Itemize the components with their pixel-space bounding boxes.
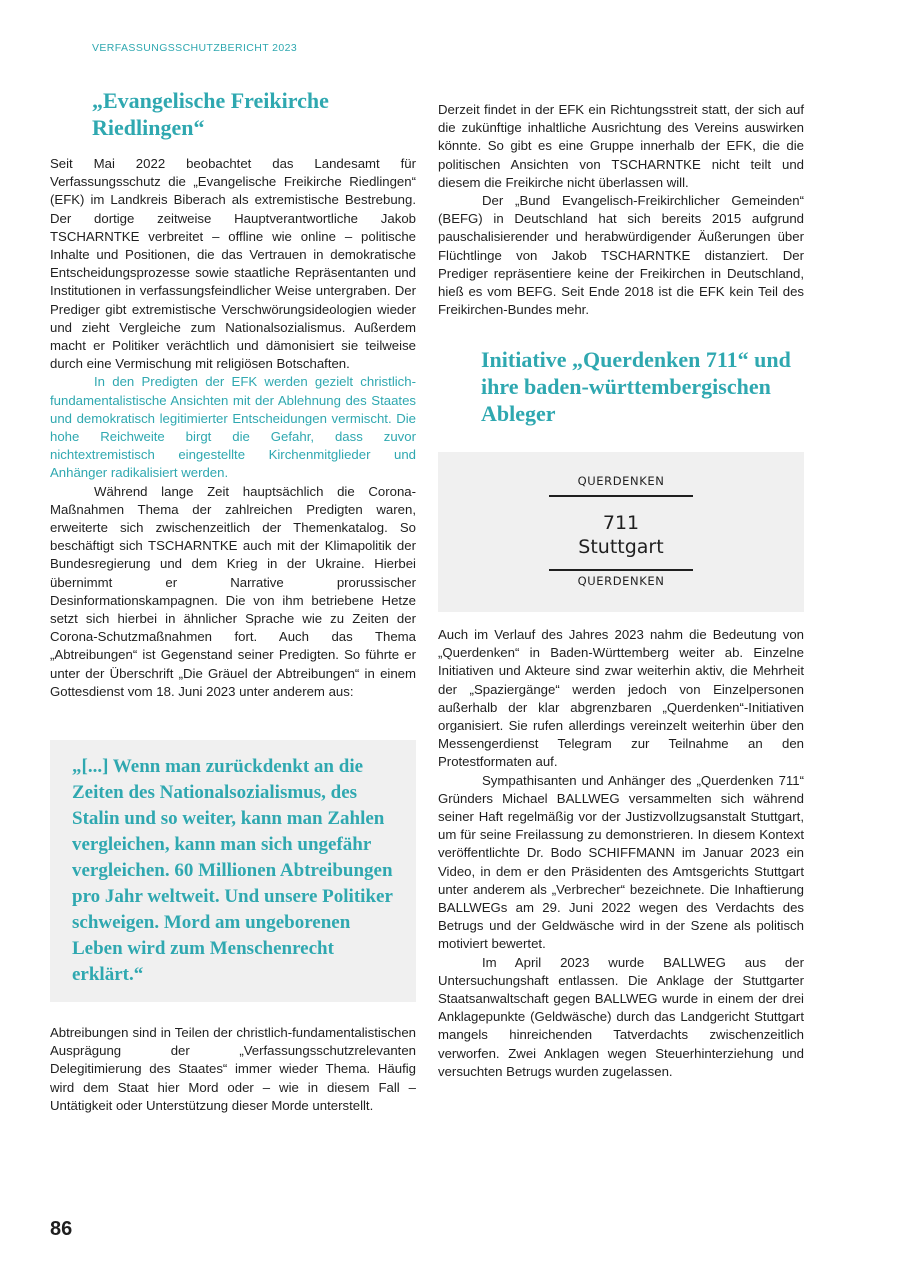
right-column-top bbox=[438, 101, 804, 319]
logo-top-text: QUERDENKEN bbox=[577, 474, 665, 488]
logo-divider bbox=[549, 569, 693, 571]
section-title-querdenken: Initiative „Querdenken 711“ und ihre baden-württembergischen Ableger bbox=[481, 347, 791, 426]
paragraph: Sympathisanten und Anhänger des „Querdenken 711“ Gründers Michael BALLWEG versammelten sich während seiner Haft regelmäßig vor der Justizvollzugsanstalt Stuttgart, um für seine Freilassung zu demonstrieren. In diesem Kontext veröffentlichte Dr. Bodo SCHIFFMANN im Januar 2023 ein Video, in dem er den Präsidenten des Amtsgerichts Stuttgart unter anderem als „Verbrecher“ bezeichnete. Die Inhaftierung BALLWEGs am 29. Juni 2022 wegen des Verdachts des Betrugs und der Geldwäsche wird in der Szene als politisch motiviert bewertet. bbox=[438, 772, 804, 952]
logo-city: Stuttgart bbox=[578, 536, 664, 558]
quote-text: „[...] Wenn man zurückdenkt an die Zeiten des Nationalsozialismus, des Stalin und so weiter, kann man Zahlen vergleichen, kann man sich ungefähr vergleichen. 60 Millionen Abtreibungen pro Jahr weltweit. Und unsere Politiker schweigen. Mord am ungeborenen Leben wird zum Menschenrecht erklärt.“ bbox=[72, 756, 393, 985]
paragraph: Im April 2023 wurde BALLWEG aus der Untersuchungshaft entlassen. Die Anklage der Stuttgarter Staatsanwaltschaft gegen BALLWEG wurde in einem der drei Anklagepunkte (Geldwäsche) durch das Landgericht Stuttgart mangels hinreichenden Tatverdachts zwischenzeitlich verworfen. Zwei Anklagen wegen Steuerhinterziehung und versuchten Betrugs wurden zugelassen. bbox=[438, 954, 804, 1079]
left-column-bottom bbox=[50, 1024, 416, 1115]
section-title-efk: „Evangelische Freikirche Riedlingen“ bbox=[92, 88, 329, 140]
logo bbox=[549, 474, 693, 588]
logo-number: 711 bbox=[602, 512, 640, 534]
page-number: 86 bbox=[50, 1218, 73, 1240]
logo-bottom-text: QUERDENKEN bbox=[577, 574, 665, 588]
quote-box bbox=[50, 740, 416, 1002]
querdenken-logo-image bbox=[438, 452, 804, 612]
highlight-paragraph: In den Predigten der EFK werden gezielt christlich-fundamentalistische Ansichten mit der Ablehnung des Staates und demokratisch legitimierter Entscheidungen vermischt. Die hohe Reichweite birgt die Gefahr, dass zuvor nichtextremistisch eingestellte Kirchenmitglieder und Anhänger radikalisiert werden. bbox=[50, 374, 416, 481]
left-column-top bbox=[50, 155, 416, 701]
paragraph: Derzeit findet in der EFK ein Richtungsstreit statt, der sich auf die zukünftige inhaltliche Ausrichtung des Vereins auswirken könnte. So gibt es eine Gruppe innerhalb der EFK, die die politischen Ansichten von TSCHARNTKE nicht teilt und diesem die Freikirche nicht überlassen will. bbox=[438, 102, 804, 190]
logo-divider bbox=[549, 495, 693, 497]
paragraph: Abtreibungen sind in Teilen der christlich-fundamentalistischen Ausprägung der „Verfassungsschutzrelevanten Delegitimierung des Staates“ immer wieder Thema. Häufig wird dem Staat hier Mord oder – wie in diesem Fall – Untätigkeit oder Unterstützung dieser Morde unterstellt. bbox=[50, 1025, 416, 1113]
paragraph: Seit Mai 2022 beobachtet das Landesamt für Verfassungsschutz die „Evangelische Freikirche Riedlingen“ (EFK) im Landkreis Biberach als extremistische Bestrebung. Der dortige zeitweise Hauptverantwortliche Jakob TSCHARNTKE verbreitet – offline wie online – politische Inhalte und Positionen, die das Vertrauen in demokratische Entscheidungsprozesse sowie staatliche Repräsentanten und Institutionen in verfassungsfeindlicher Weise untergraben. Der Prediger gibt extremistische Verschwörungsideologien wieder und zieht Vergleiche zum Nationalsozialismus. Außerdem macht er Politiker verächtlich und dämonisiert sie teilweise durch eine Vermischung mit religiösen Botschaften. bbox=[50, 156, 416, 372]
running-header: VERFASSUNGSSCHUTZBERICHT 2023 bbox=[92, 42, 298, 54]
paragraph: Auch im Verlauf des Jahres 2023 nahm die Bedeutung von „Querdenken“ in Baden-Württemberg weiter ab. Einzelne Initiativen und Akteure sind zwar weiterhin aktiv, die Mehrheit der „Spaziergänge“ werden jedoch von Einzelpersonen außerhalb der klar abgrenzbaren „Querdenken“-Initiativen organisiert. Sie rufen allerdings vereinzelt weiterhin über den Messengerdienst Telegram zur Teilnahme an den Protestformaten auf. bbox=[438, 627, 804, 770]
paragraph: Während lange Zeit hauptsächlich die Corona-Maßnahmen Thema der zahlreichen Predigten waren, erweiterte sich zwischenzeitlich der Themenkatalog. So beschäftigt sich TSCHARNTKE auch mit der Klimapolitik der Bundesregierung und dem Krieg in der Ukraine. Hierbei übernimmt er Narrative prorussischer Desinformationskampagnen. Die von ihm betriebene Hetze setzt sich hierbei in ähnlicher Sprache wie zu Zeiten der Corona-Schutzmaßnahmen fort. Auch das Thema „Abtreibungen“ ist Gegenstand seiner Predigten. So führte er unter der Überschrift „Die Gräuel der Abtreibungen“ in einem Gottesdienst vom 18. Juni 2023 unter anderem aus: bbox=[50, 483, 416, 699]
right-column-bottom bbox=[438, 626, 804, 1081]
paragraph: Der „Bund Evangelisch-Freikirchlicher Gemeinden“ (BEFG) in Deutschland hat sich bereits 2015 aufgrund pauschalisierender und herabwürdigender Äußerungen über Flüchtlinge von Jakob TSCHARNTKE distanziert. Der Prediger repräsentiere keine der Freikirchen in Deutschland, hieß es vom BEFG. Seit Ende 2018 ist die EFK kein Teil des Freikirchen-Bundes mehr. bbox=[438, 193, 804, 318]
